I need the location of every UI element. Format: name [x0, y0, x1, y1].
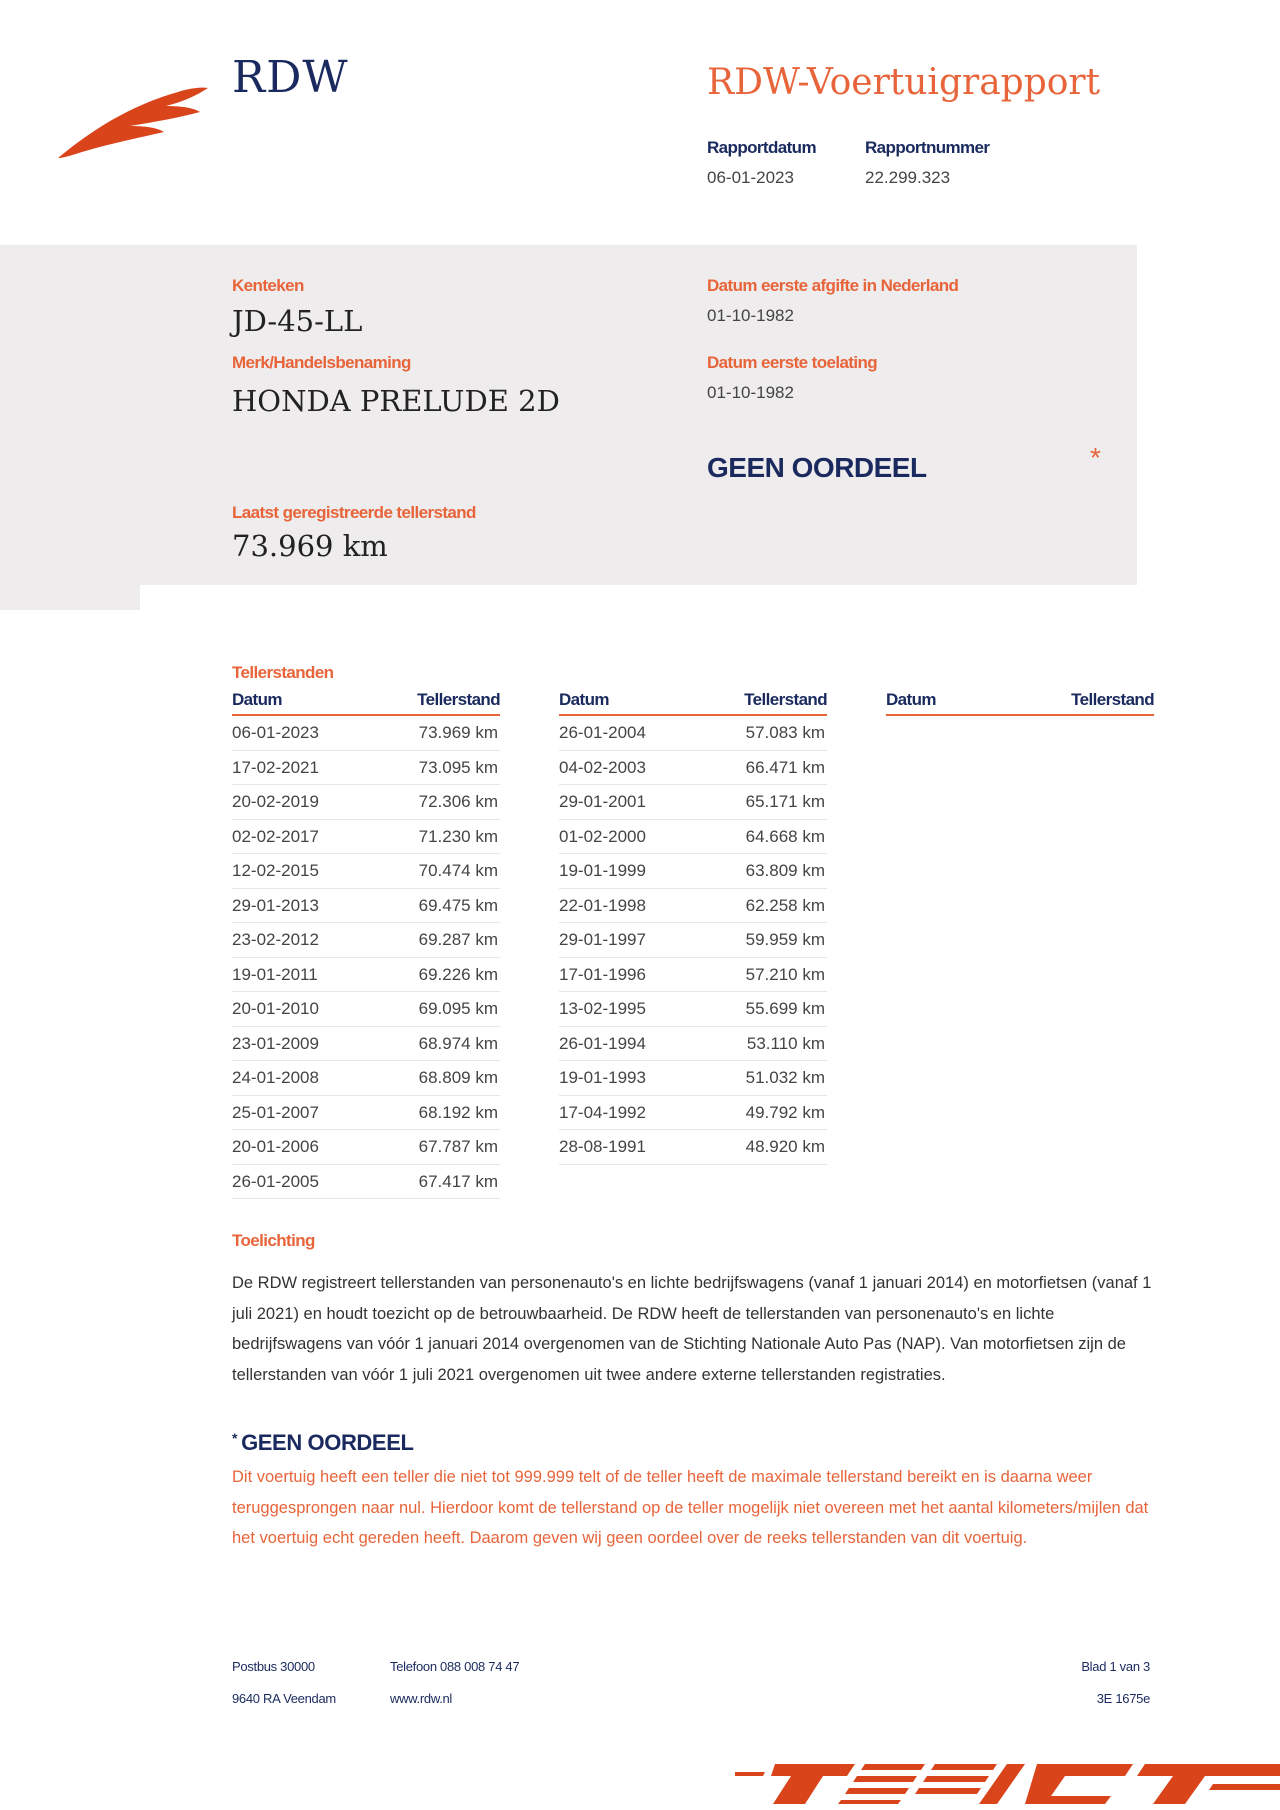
row-date: 25-01-2007 [232, 1102, 319, 1122]
row-reading: 65.171 km [745, 792, 825, 811]
row-reading: 68.809 km [418, 1068, 498, 1087]
row-date: 26-01-2004 [559, 723, 646, 742]
row-reading: 67.417 km [418, 1171, 498, 1191]
table-row [232, 958, 500, 993]
row-date: 17-02-2021 [232, 757, 319, 777]
brand-label: Merk/Handelsbenaming [232, 353, 411, 372]
odometer-column-3 [886, 690, 1154, 716]
table-row [232, 716, 500, 751]
last-odometer-value: 73.969 km [232, 529, 388, 563]
row-date: 28-08-1991 [559, 1137, 646, 1156]
row-reading: 53.110 km [746, 1033, 825, 1053]
rdw-logo-icon [58, 78, 208, 164]
row-date: 29-01-2001 [559, 792, 646, 811]
report-number-label: Rapportnummer [865, 138, 990, 157]
table-row [232, 1027, 500, 1062]
row-date: 20-01-2010 [232, 999, 319, 1018]
row-date: 20-02-2019 [232, 792, 319, 811]
row-date: 24-01-2008 [232, 1068, 319, 1087]
first-registration-nl-value: 01-10-1982 [707, 306, 794, 325]
brand-value: HONDA PRELUDE 2D [232, 384, 560, 418]
footer-decoration-icon [735, 1752, 1280, 1810]
table-row [559, 716, 827, 751]
row-date: 13-02-1995 [559, 999, 646, 1018]
plate-value: JD-45-LL [232, 304, 363, 338]
table-row [559, 785, 827, 820]
first-admission-value: 01-10-1982 [707, 383, 794, 402]
row-reading: 57.210 km [745, 964, 825, 984]
table-row [559, 1130, 827, 1165]
footer-page-number: Blad 1 van 3 [1081, 1659, 1150, 1674]
row-date: 19-01-1999 [559, 861, 646, 880]
row-reading: 57.083 km [745, 723, 825, 742]
row-date: 26-01-2005 [232, 1171, 319, 1191]
row-date: 23-01-2009 [232, 1033, 319, 1053]
row-reading: 69.095 km [418, 999, 498, 1018]
row-reading: 69.287 km [418, 930, 498, 949]
row-reading: 51.032 km [745, 1068, 825, 1087]
row-reading: 72.306 km [418, 792, 498, 811]
row-reading: 73.095 km [418, 757, 498, 777]
row-date: 19-01-2011 [232, 964, 318, 984]
explanation-title: Toelichting [232, 1231, 315, 1250]
report-date-block [707, 138, 816, 188]
table-row [232, 820, 500, 855]
table-row [232, 1165, 500, 1200]
vehicle-summary-panel [0, 245, 1137, 585]
row-date: 29-01-2013 [232, 895, 319, 915]
row-reading: 69.475 km [418, 895, 498, 915]
row-date: 26-01-1994 [559, 1033, 646, 1053]
table-row [232, 785, 500, 820]
odometer-column-1 [232, 690, 500, 1199]
table-row [559, 854, 827, 889]
table-row [232, 1061, 500, 1096]
row-date: 19-01-1993 [559, 1068, 646, 1087]
table-row [559, 923, 827, 958]
reading-column-header: Tellerstand [417, 690, 500, 709]
row-reading: 49.792 km [745, 1102, 825, 1122]
table-row [559, 1027, 827, 1062]
date-column-header: Datum [886, 690, 936, 709]
row-date: 29-01-1997 [559, 930, 646, 949]
table-row [559, 889, 827, 924]
row-reading: 67.787 km [418, 1137, 498, 1156]
table-row [559, 751, 827, 786]
table-row [232, 1130, 500, 1165]
row-reading: 73.969 km [418, 723, 498, 742]
table-row [232, 751, 500, 786]
row-reading: 66.471 km [745, 757, 825, 777]
odometer-header [232, 690, 500, 716]
report-number-block [865, 138, 989, 188]
row-date: 06-01-2023 [232, 723, 319, 742]
row-reading: 68.192 km [418, 1102, 498, 1122]
row-reading: 59.959 km [745, 930, 825, 949]
report-number-value: 22.299.323 [865, 168, 951, 187]
summary-panel-tab [0, 580, 140, 610]
row-date: 23-02-2012 [232, 930, 319, 949]
reading-column-header: Tellerstand [744, 690, 827, 709]
table-row [232, 1096, 500, 1131]
table-row [232, 992, 500, 1027]
row-reading: 48.920 km [745, 1137, 825, 1156]
row-date: 20-01-2006 [232, 1137, 319, 1156]
notice-title-text: GEEN OORDEEL [241, 1430, 414, 1455]
row-reading: 70.474 km [418, 861, 498, 880]
odometer-rows-2 [559, 716, 827, 1165]
report-date-label: Rapportdatum [707, 138, 816, 157]
table-row [559, 1061, 827, 1096]
last-odometer-label: Laatst geregistreerde tellerstand [232, 503, 476, 522]
row-reading: 71.230 km [418, 826, 498, 846]
notice-text: Dit voertuig heeft een teller die niet tot 999.999 telt of de teller heeft de maximale tellerstand bereikt en is daarna weer teruggesprongen naar nul. Hierdoor komt de tellerstand op de teller mogelijk niet overeen met het aantal kilometers/mijlen dat het voertuig echt gereden heeft. Daarom geven wij geen oordeel over de reeks tellerstanden van dit voertuig. [232, 1468, 1149, 1547]
row-reading: 55.699 km [745, 999, 825, 1018]
table-row [232, 854, 500, 889]
row-reading: 62.258 km [745, 895, 825, 915]
row-date: 02-02-2017 [232, 826, 319, 846]
notice-marker: * [232, 1430, 238, 1446]
explanation-text: De RDW registreert tellerstanden van personenauto's en lichte bedrijfswagens (vanaf 1 januari 2014) en motorfietsen (vanaf 1 juli 2021) en houdt toezicht op de betrouwbaarheid. De RDW heeft de tellerstanden van personenauto's en lichte bedrijfswagens van vóór 1 januari 2014 overgenomen van de Stichting Nationale Auto Pas (NAP). Van motorfietsen zijn de tellerstanden van vóór 1 juli 2021 overgenomen uit twee andere externe tellerstanden registraties. [232, 1274, 1152, 1384]
footer-phone: Telefoon 088 008 74 47 [390, 1659, 520, 1674]
row-date: 17-01-1996 [559, 964, 646, 984]
reading-column-header: Tellerstand [1071, 690, 1154, 709]
footer-website-link[interactable]: www.rdw.nl [390, 1691, 453, 1706]
first-admission-label: Datum eerste toelating [707, 353, 878, 372]
row-date: 04-02-2003 [559, 757, 646, 777]
logo-text: RDW [232, 52, 349, 103]
odometer-rows-1 [232, 716, 500, 1199]
row-reading: 69.226 km [418, 964, 498, 984]
verdict-text: GEEN OORDEEL [707, 452, 927, 483]
notice-title [232, 1430, 414, 1456]
odometer-section-title: Tellerstanden [232, 663, 334, 682]
first-registration-nl-label: Datum eerste afgifte in Nederland [707, 276, 959, 295]
table-row [232, 889, 500, 924]
footer-document-code: 3E 1675e [1096, 1691, 1150, 1706]
row-date: 17-04-1992 [559, 1102, 646, 1122]
odometer-header [559, 690, 827, 716]
row-date: 01-02-2000 [559, 826, 646, 846]
table-row [559, 1096, 827, 1131]
footer-city: 9640 RA Veendam [232, 1691, 336, 1706]
odometer-header [886, 690, 1154, 716]
plate-label: Kenteken [232, 276, 304, 295]
footer-postbus: Postbus 30000 [232, 1659, 315, 1674]
row-reading: 68.974 km [418, 1033, 498, 1053]
table-row [559, 820, 827, 855]
date-column-header: Datum [559, 690, 609, 709]
odometer-column-2 [559, 690, 827, 1165]
row-date: 12-02-2015 [232, 861, 319, 880]
report-date-value: 06-01-2023 [707, 168, 794, 187]
report-title: RDW-Voertuigrapport [707, 62, 1101, 103]
date-column-header: Datum [232, 690, 282, 709]
row-date: 22-01-1998 [559, 895, 646, 915]
table-row [232, 923, 500, 958]
table-row [559, 958, 827, 993]
row-reading: 63.809 km [745, 861, 825, 880]
row-reading: 64.668 km [745, 826, 825, 846]
table-row [559, 992, 827, 1027]
verdict-marker: * [1090, 442, 1101, 473]
